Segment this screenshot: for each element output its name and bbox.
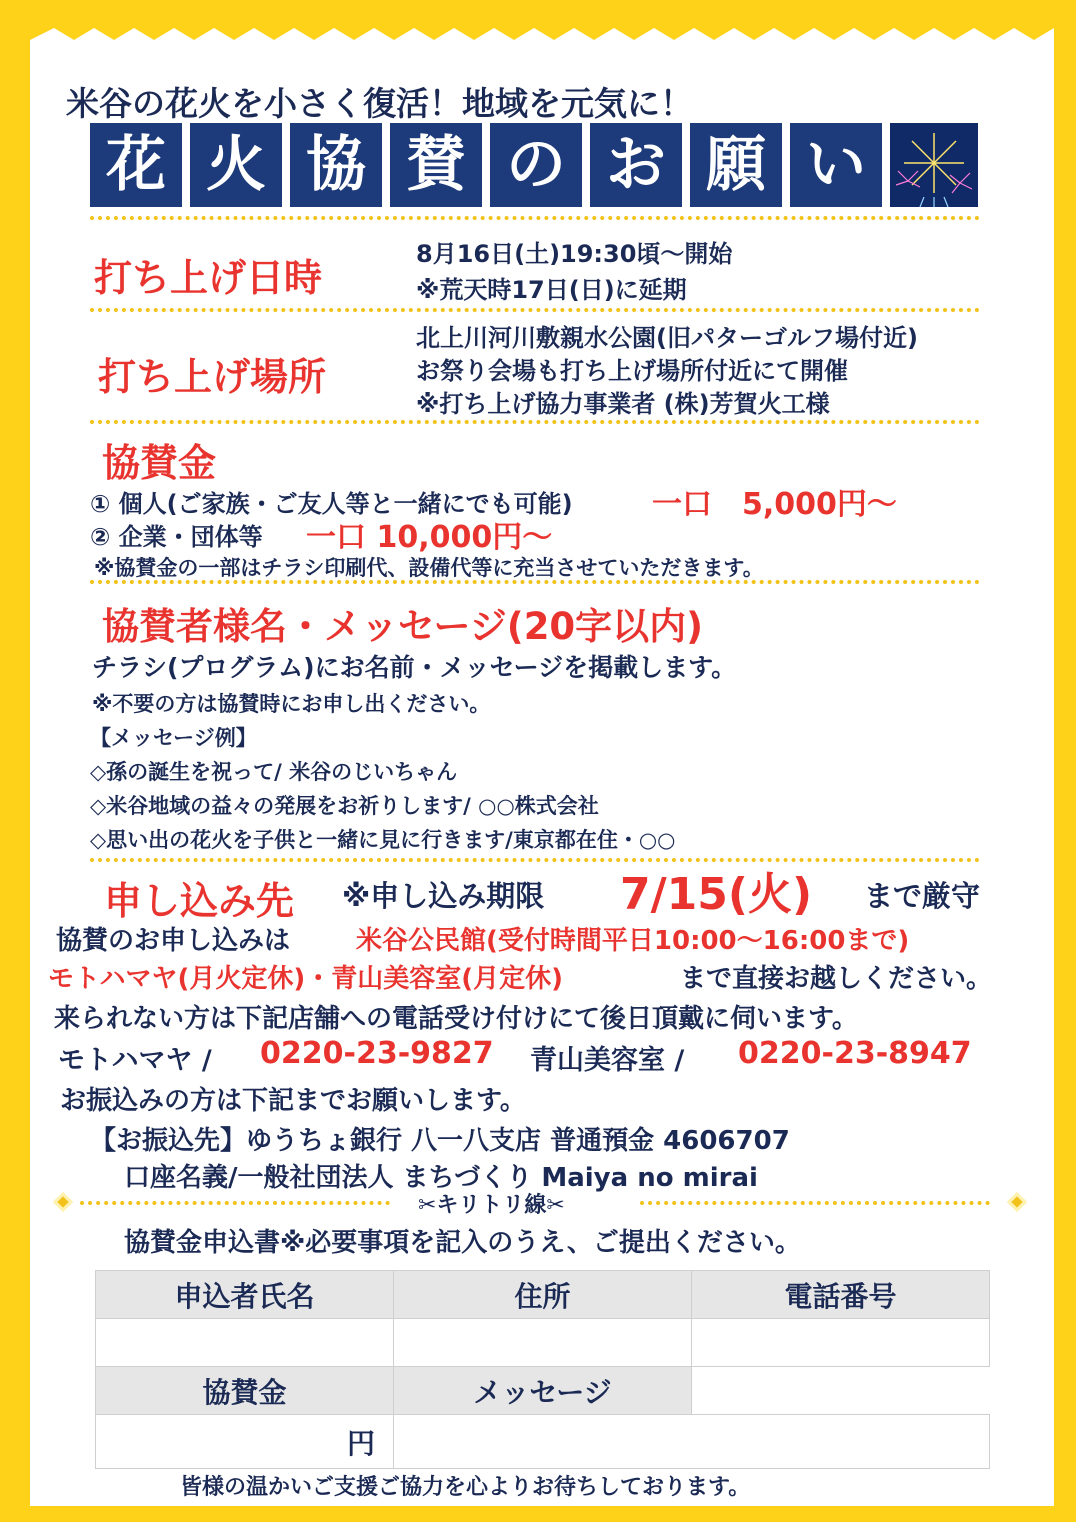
form-instruction: 協賛金申込書※必要事項を記入のうえ、ご提出ください。 [124,1228,801,1258]
message-example: ◇孫の誕生を祝って/ 米谷のじいちゃん [90,760,458,784]
cutline-dots [640,1201,990,1205]
shop2-tel[interactable]: 0220-23-8947 [738,1036,972,1071]
message-heading: 協賛者様名・メッセージ(20字以内) [102,605,704,648]
form-empty-cell [692,1367,990,1415]
col-amount-header: 協賛金 [96,1367,394,1415]
venue-line3: ※打ち上げ協力事業者 (株)芳賀火工様 [416,390,830,418]
datetime-line2: ※荒天時17日(日)に延期 [416,276,687,304]
shop1-name: モトハマヤ / [58,1045,212,1076]
yen-label: 円 [346,1426,375,1460]
address-field[interactable] [394,1319,692,1367]
top-zigzag-border [30,14,1054,54]
sponsorship-item1-price: 一口 5,000円〜 [652,487,897,522]
message-line2: ※不要の方は協賛時にお申し出ください。 [92,692,491,716]
transfer-holder: 口座名義/一般社団法人 まちづくり Maiya no mirai [124,1163,758,1193]
sponsorship-item1-label: ① 個人(ご家族・ご友人等と一緒にでも可能) [90,490,573,518]
message-example: ◇思い出の花火を子供と一緒に見に行きます/東京都在住・○○ [90,828,676,852]
datetime-heading: 打ち上げ日時 [94,256,323,300]
apply-deadline-date: 7/15(火) [620,869,813,920]
title-char: 花 [90,123,182,207]
apply-line2-b: まで直接お越しください。 [680,964,993,994]
divider [90,858,980,862]
application-form [95,1270,990,1469]
footer-message: 皆様の温かいご支援ご協力を心よりお待ちしております。 [180,1475,751,1500]
apply-line1-a: 協賛のお申し込みは [56,926,291,956]
shop2-name: 青山美容室 / [530,1045,685,1076]
title-char: の [490,123,582,207]
title-char: 賛 [390,123,482,207]
sponsorship-item2-price: 一口 10,000円〜 [306,520,553,555]
divider [90,308,980,312]
shop1-tel[interactable]: 0220-23-9827 [260,1036,494,1071]
col-address-header: 住所 [394,1271,692,1319]
col-name-header: 申込者氏名 [96,1271,394,1319]
message-line1: チラシ(プログラム)にお名前・メッセージを掲載します。 [92,653,737,682]
divider [90,216,980,220]
message-example: ◇米谷地域の益々の発展をお祈りします/ ○○株式会社 [90,794,599,818]
apply-deadline-prefix: ※申し込み期限 [342,879,545,913]
transfer-bank: 【お振込先】ゆうちょ銀行 八一八支店 普通預金 4606707 [90,1126,790,1156]
divider [90,580,980,584]
cutline-dots [80,1201,390,1205]
title-char: お [590,123,682,207]
apply-line3: 来られない方は下記店舗への電話受け付けにて後日頂戴に伺います。 [54,1004,858,1034]
sponsorship-item2-label: ② 企業・団体等 [90,523,263,551]
datetime-line1: 8月16日(土)19:30頃〜開始 [416,240,733,268]
venue-heading: 打ち上げ場所 [98,355,327,399]
phone-field[interactable] [692,1319,990,1367]
cutline-label: ✂キリトリ線✂ [418,1193,565,1218]
col-phone-header: 電話番号 [692,1271,990,1319]
sponsorship-heading: 協賛金 [102,441,217,485]
title-char: い [790,123,882,207]
name-field[interactable] [96,1319,394,1367]
apply-line1-b: 米谷公民館(受付時間平日10:00〜16:00まで) [356,926,910,956]
apply-line2-a: モトハマヤ(月火定休)・青山美容室(月定休) [48,964,564,994]
apply-deadline-suffix: まで厳守 [864,879,981,913]
subtitle: 米谷の花火を小さく復活！地域を元気に！ [66,84,693,123]
venue-line1: 北上川河川敷親水公園(旧パターゴルフ場付近) [416,324,918,352]
fireworks-icon [890,123,978,207]
message-example-heading: 【メッセージ例】 [90,726,257,750]
venue-line2: お祭り会場も打ち上げ場所付近にて開催 [416,357,848,385]
title-char: 火 [190,123,282,207]
transfer-intro: お振込みの方は下記までお願いします。 [60,1086,526,1116]
apply-heading: 申し込み先 [104,879,295,923]
divider [90,420,980,424]
message-field[interactable] [394,1415,990,1469]
sponsorship-note: ※協賛金の一部はチラシ印刷代、設備代等に充当させていただきます。 [94,556,764,580]
title-char: 願 [690,123,782,207]
amount-field[interactable] [96,1415,394,1469]
col-message-header: メッセージ [394,1367,692,1415]
main-title [90,123,978,207]
title-char: 協 [290,123,382,207]
